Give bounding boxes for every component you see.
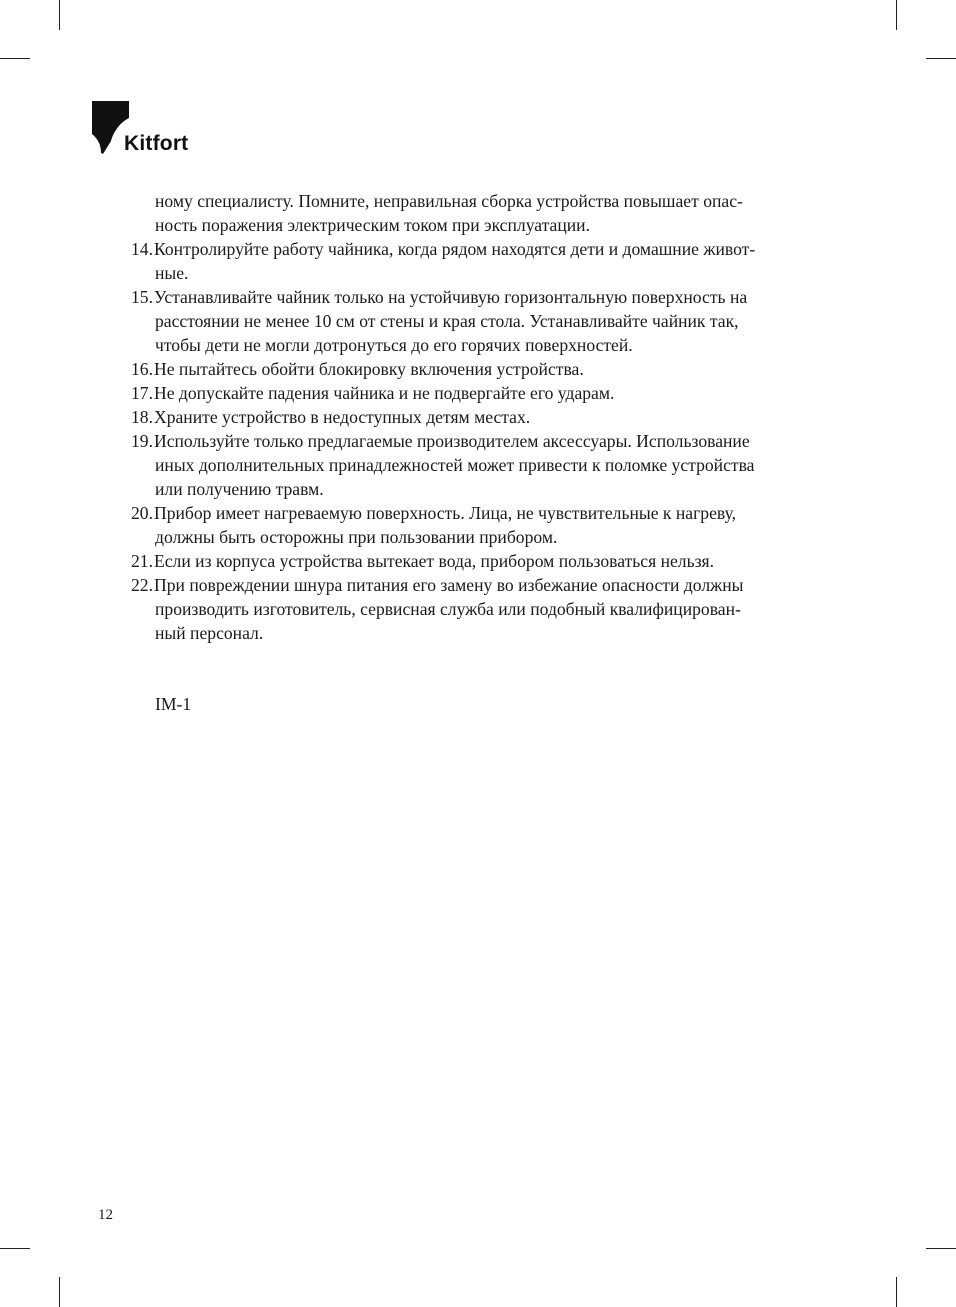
list-item: 19. Используйте только предлагаемые производителем аксессуары. Использование	[120, 429, 840, 453]
item-number: 18.	[131, 407, 153, 427]
crop-mark	[926, 58, 956, 59]
page-number: 12	[98, 1207, 113, 1223]
crop-mark	[896, 1277, 897, 1307]
crop-mark	[59, 0, 60, 30]
list-item: 17. Не допускайте падения чайника и не подвергайте его ударам.	[120, 381, 840, 405]
list-item: 14. Контролируйте работу чайника, когда рядом находятся дети и домашние живот-	[120, 237, 840, 261]
intro-line: ность поражения электрическим током при эксплуатации.	[155, 215, 590, 235]
intro-line: ному специалисту. Помните, неправильная сборка устройства повышает опас-	[155, 191, 743, 211]
brand-name: Kitfort	[124, 132, 189, 155]
crop-mark	[0, 58, 30, 59]
safety-instructions: ному специалисту. Помните, неправильная сборка устройства повышает опас- ность поражения электрическим током при эксплуатации. 14. Контролируйте работу чайника, когда рядом находятся дети и домашние живот- ные. 15. Устанавливайте чайник только на устойчивую горизонтальную поверхность на расстоянии не менее 10 см от стены и края стола. Устанавливайте чайник так, чтобы дети не могли дотронуться до его горячих поверхностей. 16. Не пытайтесь обойти блокировку включения устройства. 17. Не допускайте падения чайника и не подвергайте его ударам. 18. Храните устройство в недоступных детям местах. 19. Используйте только предлагаемые производителем аксессуары. Использование иных дополнительных принадлежностей может привести к поломке устройства или получению травм. 20. Прибор имеет нагреваемую поверхность. Лица, не чувствительные к нагреву, должны быть осторожны при пользовании прибором. 21. Если из корпуса устройства вытекает вода, прибором пользоваться нельзя. 22. При повреждении шнура питания его замену во избежание опасности должны производить изготовитель, сервисная служба или подобный квалифицирован- ный персонал.	[120, 189, 840, 645]
item-number: 16.	[131, 359, 153, 379]
item-number: 15.	[131, 287, 153, 307]
list-item: 22. При повреждении шнура питания его замену во избежание опасности должны	[120, 573, 840, 597]
list-item: 21. Если из корпуса устройства вытекает вода, прибором пользоваться нельзя.	[120, 549, 840, 573]
brand-logo	[92, 101, 202, 157]
item-number: 20.	[131, 503, 153, 523]
item-number: 19.	[131, 431, 153, 451]
item-number: 21.	[131, 551, 153, 571]
item-number: 22.	[131, 575, 153, 595]
crop-mark	[896, 0, 897, 30]
crop-mark	[59, 1277, 60, 1307]
list-item: 15. Устанавливайте чайник только на устойчивую горизонтальную поверхность на	[120, 285, 840, 309]
list-item: 20. Прибор имеет нагреваемую поверхность. Лица, не чувствительные к нагреву,	[120, 501, 840, 525]
item-number: 17.	[131, 383, 153, 403]
document-code: IM-1	[155, 694, 192, 714]
crop-mark	[0, 1248, 30, 1249]
list-item: 16. Не пытайтесь обойти блокировку включения устройства.	[120, 357, 840, 381]
list-item: 18. Храните устройство в недоступных детям местах.	[120, 405, 840, 429]
item-number: 14.	[131, 239, 153, 259]
crop-mark	[926, 1248, 956, 1249]
